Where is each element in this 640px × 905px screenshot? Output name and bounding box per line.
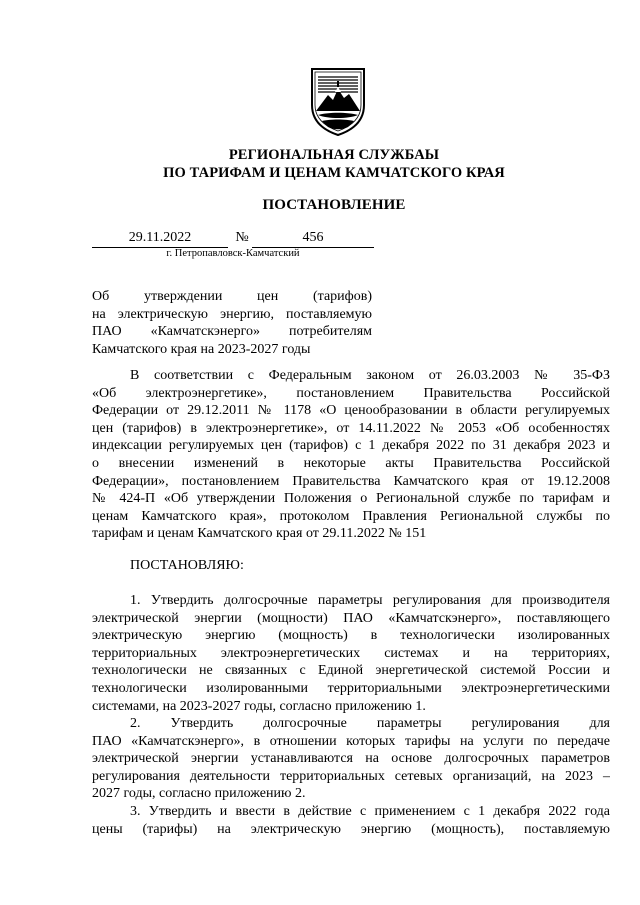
item-3-line: 3. Утвердить и ввести в действие с применением с 1 декабря 2022 года [130, 804, 610, 819]
item-1-line: электрическую энергию (мощность) в технологически изолированных [92, 628, 610, 644]
subject-line: Об утверждении цен (тарифов) [92, 289, 372, 304]
document-type-title: ПОСТАНОВЛЕНИЕ [262, 197, 406, 213]
kamchatka-coat-of-arms-icon [308, 65, 368, 137]
item-2-paragraph [92, 715, 610, 803]
resolve-word: ПОСТАНОВЛЯЮ: [130, 558, 244, 573]
date-number-row [92, 229, 374, 247]
preamble-line: индексации регулируемых цен (тарифов) с 1 декабря 2022 по 31 декабря 2023 и [92, 438, 610, 454]
preamble-line: № 424-П «Об утверждении Положения о Региональной службе по тарифам и [92, 491, 610, 507]
item-2-line: регулирования деятельности территориальных сетевых организаций, на 2023 – [92, 768, 610, 784]
item-2-line: электрической энергии устанавливаются на основе долгосрочных параметров [92, 751, 610, 767]
item-3-paragraph [92, 803, 610, 838]
item-1-line: технологически не связанных с Единой энергетической системой России и [92, 663, 610, 679]
preamble-line: Федерации от 29.12.2011 № 1178 «О ценообразовании в области регулируемых [92, 403, 610, 419]
item-2-line: ПАО «Камчатскэнерго», в отношении которых тарифы на услуги по передаче [92, 733, 610, 749]
item-1-line: технологически изолированными территориальными электроэнергетическими [92, 680, 610, 696]
subject-line: на электрическую энергию, поставляемую [92, 306, 372, 322]
document-subject [92, 288, 372, 358]
item-1-line: системами, на 2023-2027 годы, согласно приложению 1. [92, 698, 426, 714]
preamble-line: «Об электроэнергетике», постановлением Правительства Российской [92, 385, 610, 401]
issuer-heading-line2: ПО ТАРИФАМ И ЦЕНАМ КАМЧАТСКОГО КРАЯ [163, 165, 505, 181]
issuer-heading-line1: РЕГИОНАЛЬНАЯ СЛУЖБАЫ [228, 147, 440, 163]
number-sign: № [235, 230, 249, 245]
item-1-line: электрической энергии (мощности) ПАО «Камчатскэнерго», поставляющего [92, 610, 610, 626]
document-city: г. Петропавловск-Камчатский [166, 248, 300, 259]
item-1-paragraph [92, 592, 610, 715]
preamble-paragraph [92, 367, 610, 543]
document-date: 29.11.2022 [92, 229, 228, 248]
preamble-line: Федерации», постановлением Правительства Камчатского края от 19.12.2008 [92, 473, 610, 489]
document-number: 456 [252, 229, 374, 248]
item-1-line: 1. Утвердить долгосрочные параметры регулирования для производителя [130, 593, 610, 608]
preamble-line: цен (тарифов) в электроэнергетике», от 14.11.2022 № 2053 «Об особенностях [92, 420, 610, 436]
subject-line: ПАО «Камчатскэнерго» потребителям [92, 324, 372, 340]
preamble-line: тарифам и ценам Камчатского края от 29.11.2022 № 151 [92, 526, 427, 542]
preamble-line: В соответствии с Федеральным законом от 26.03.2003 № 35-ФЗ [130, 368, 610, 383]
item-1-line: территориальных электроэнергетических системах и на территориях, [92, 645, 610, 661]
item-3-line: цены (тарифы) на электрическую энергию (мощность), поставляемую [92, 821, 610, 837]
subject-line: Камчатского края на 2023-2027 годы [92, 341, 311, 357]
preamble-line: ценам Камчатского края», протоколом Правления Региональной службы по [92, 508, 610, 524]
preamble-line: о внесении изменений в некоторые акты Правительства Российской [92, 455, 610, 471]
item-2-line: 2. Утвердить долгосрочные параметры регулирования для [130, 716, 610, 731]
item-2-line: 2027 годы, согласно приложению 2. [92, 786, 306, 802]
